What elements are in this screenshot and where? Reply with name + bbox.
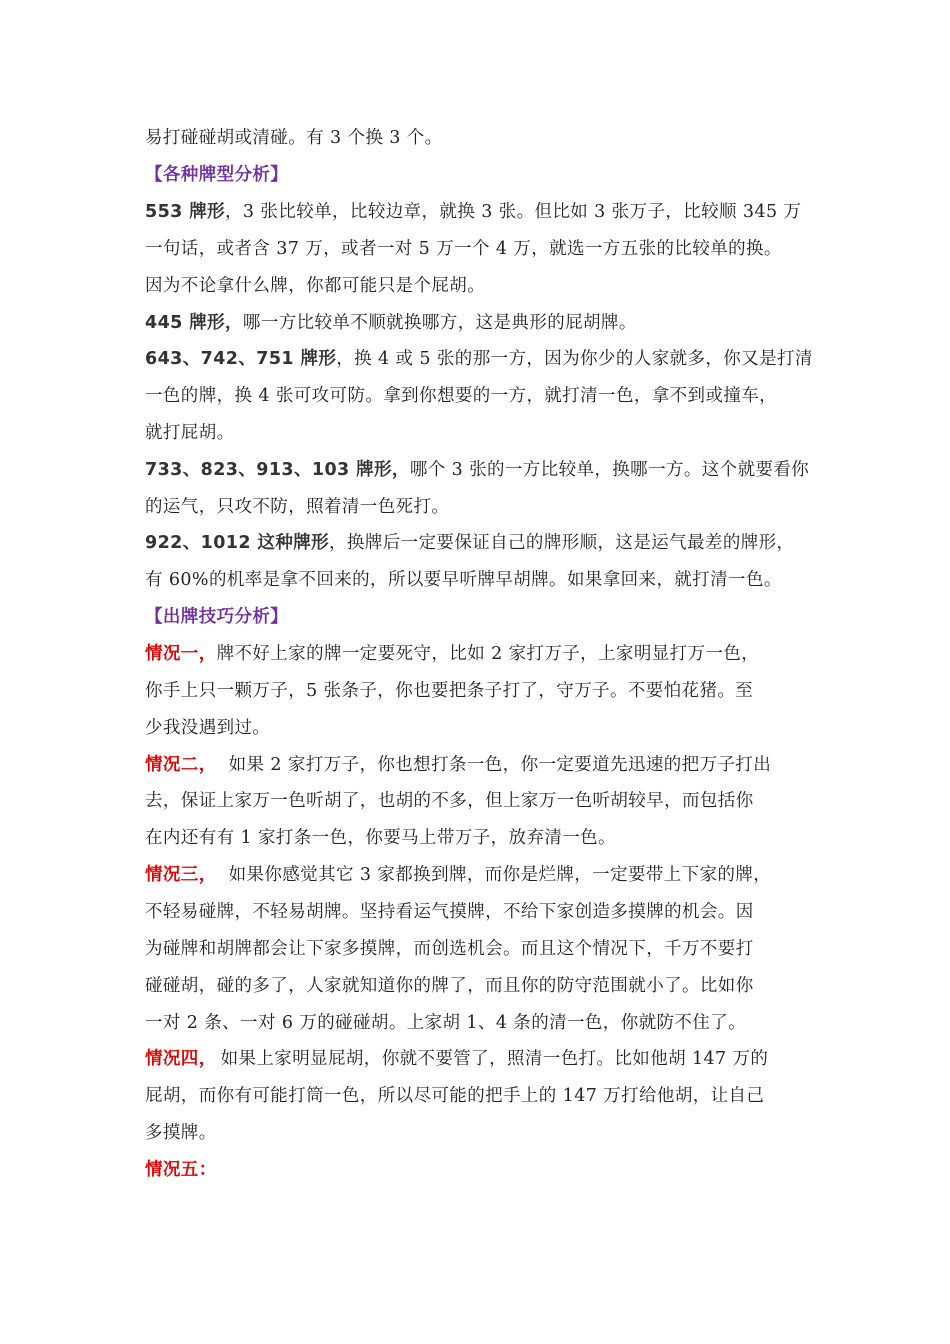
section-heading-text: 【出牌技巧分析】	[145, 607, 289, 627]
paragraph-553-line-3	[145, 274, 485, 298]
intro-text: 易打碰碰胡或清碰。有 3 个换 3 个。	[145, 128, 443, 148]
paragraph-553-line-1	[145, 200, 801, 224]
case-label: 情况二，	[145, 755, 217, 775]
paragraph-733-line-1	[145, 458, 809, 482]
case-2-line-3	[145, 826, 616, 850]
paragraph-text: 一句话，或者含 37 万，或者一对 5 万一个 4 万，就选一方五张的比较单的换。	[145, 239, 782, 259]
paragraph-553-line-2	[145, 237, 782, 261]
paragraph-text: 不轻易碰牌，不轻易胡牌。坚持看运气摸牌，不给下家创造多摸牌的机会。因	[145, 902, 754, 922]
case-4-line-3	[145, 1121, 217, 1145]
paragraph-922-line-2	[145, 568, 782, 592]
case-1-line-1	[145, 642, 759, 666]
hand-type-label: 553 牌形	[145, 202, 226, 222]
case-3-line-2	[145, 900, 754, 924]
hand-type-label: 922、1012 这种牌形	[145, 533, 330, 553]
case-2-line-1	[145, 753, 771, 777]
paragraph-text: 就打屁胡。	[145, 423, 235, 443]
paragraph-text: 去，保证上家万一色听胡了，也胡的不多，但上家万一色听胡较早，而包括你	[145, 791, 754, 811]
case-label: 情况三，	[145, 865, 217, 885]
paragraph-text: 屁胡，而你有可能打筒一色，所以尽可能的把手上的 147 万打给他胡，让自己	[145, 1086, 765, 1106]
paragraph-text: 你手上只一颗万子，5 张条子，你也要把条子打了，守万子。不要怕花猪。至	[145, 681, 754, 701]
case-4-line-2	[145, 1084, 764, 1108]
case-3-line-3	[145, 937, 754, 961]
case-3-line-4	[145, 974, 754, 998]
paragraph-text: ，换 4 或 5 张的那一方，因为你少的人家就多，你又是打清	[336, 349, 813, 369]
case-2-line-2	[145, 789, 754, 813]
section-heading-text: 【各种牌型分析】	[145, 165, 289, 185]
case-1-line-3	[145, 716, 270, 740]
paragraph-text: 的运气，只攻不防，照着清一色死打。	[145, 497, 450, 517]
paragraph-text: ，3 张比较单，比较边章，就换 3 张。但比如 3 张万子，比较顺 345 万	[225, 202, 802, 222]
case-label: 情况四，	[145, 1049, 217, 1069]
hand-type-label: 643、742、751 牌形	[145, 349, 337, 369]
case-4-line-1	[145, 1047, 768, 1071]
case-1-line-2	[145, 679, 753, 703]
paragraph-text: 在内还有有 1 家打条一色，你要马上带万子，放弃清一色。	[145, 828, 616, 848]
paragraph-922-line-1	[145, 531, 794, 555]
paragraph-text: 一色的牌，换 4 张可攻可防。拿到你想要的一方，就打清一色，拿不到或撞车，	[145, 386, 778, 406]
paragraph-text: 牌不好上家的牌一定要死守，比如 2 家打万子，上家明显打万一色，	[216, 644, 760, 664]
paragraph-text: 多摸牌。	[145, 1123, 217, 1143]
paragraph-text: 哪一方比较单不顺就换哪方，这是典形的屁胡牌。	[242, 313, 637, 333]
paragraph-text: 如果上家明显屁胡，你就不要管了，照清一色打。比如他胡 147 万的	[220, 1049, 769, 1069]
paragraph-text: 因为不论拿什么牌，你都可能只是个屁胡。	[145, 276, 486, 296]
paragraph-text: 如果你感觉其它 3 家都换到牌，而你是烂牌，一定要带上下家的牌，	[228, 865, 772, 885]
case-3-line-5	[145, 1011, 746, 1035]
case-5-line-1	[145, 1158, 217, 1182]
paragraph-text: 为碰牌和胡牌都会让下家多摸牌，而创选机会。而且这个情况下，千万不要打	[145, 939, 754, 959]
paragraph-643-line-1	[145, 347, 813, 371]
intro-line	[145, 126, 443, 150]
paragraph-text: 哪个 3 张的一方比较单，换哪一方。这个就要看你	[409, 460, 810, 480]
section-heading-hand-analysis	[145, 163, 288, 187]
case-label: 情况五：	[145, 1160, 217, 1180]
paragraph-text: 有 60%的机率是拿不回来的，所以要早听牌早胡牌。如果拿回来，就打清一色。	[145, 570, 782, 590]
case-label: 情况一，	[145, 644, 217, 664]
paragraph-text: 如果 2 家打万子，你也想打条一色，你一定要道先迅速的把万子打出	[228, 755, 772, 775]
paragraph-445-line-1	[145, 311, 637, 335]
paragraph-643-line-3	[145, 421, 235, 445]
section-heading-play-tips	[145, 605, 288, 629]
paragraph-text: 少我没遇到过。	[145, 718, 271, 738]
paragraph-text: 一对 2 条、一对 6 万的碰碰胡。上家胡 1、4 条的清一色，你就防不住了。	[145, 1013, 747, 1033]
hand-type-label: 445 牌形，	[145, 313, 243, 333]
hand-type-label: 733、823、913、103 牌形，	[145, 460, 410, 480]
case-3-line-1	[145, 863, 771, 887]
paragraph-text: ，换牌后一定要保证自己的牌形顺，这是运气最差的牌形，	[329, 533, 795, 553]
paragraph-733-line-2	[145, 495, 449, 519]
paragraph-text: 碰碰胡，碰的多了，人家就知道你的牌了，而且你的防守范围就小了。比如你	[145, 976, 754, 996]
paragraph-643-line-2	[145, 384, 777, 408]
